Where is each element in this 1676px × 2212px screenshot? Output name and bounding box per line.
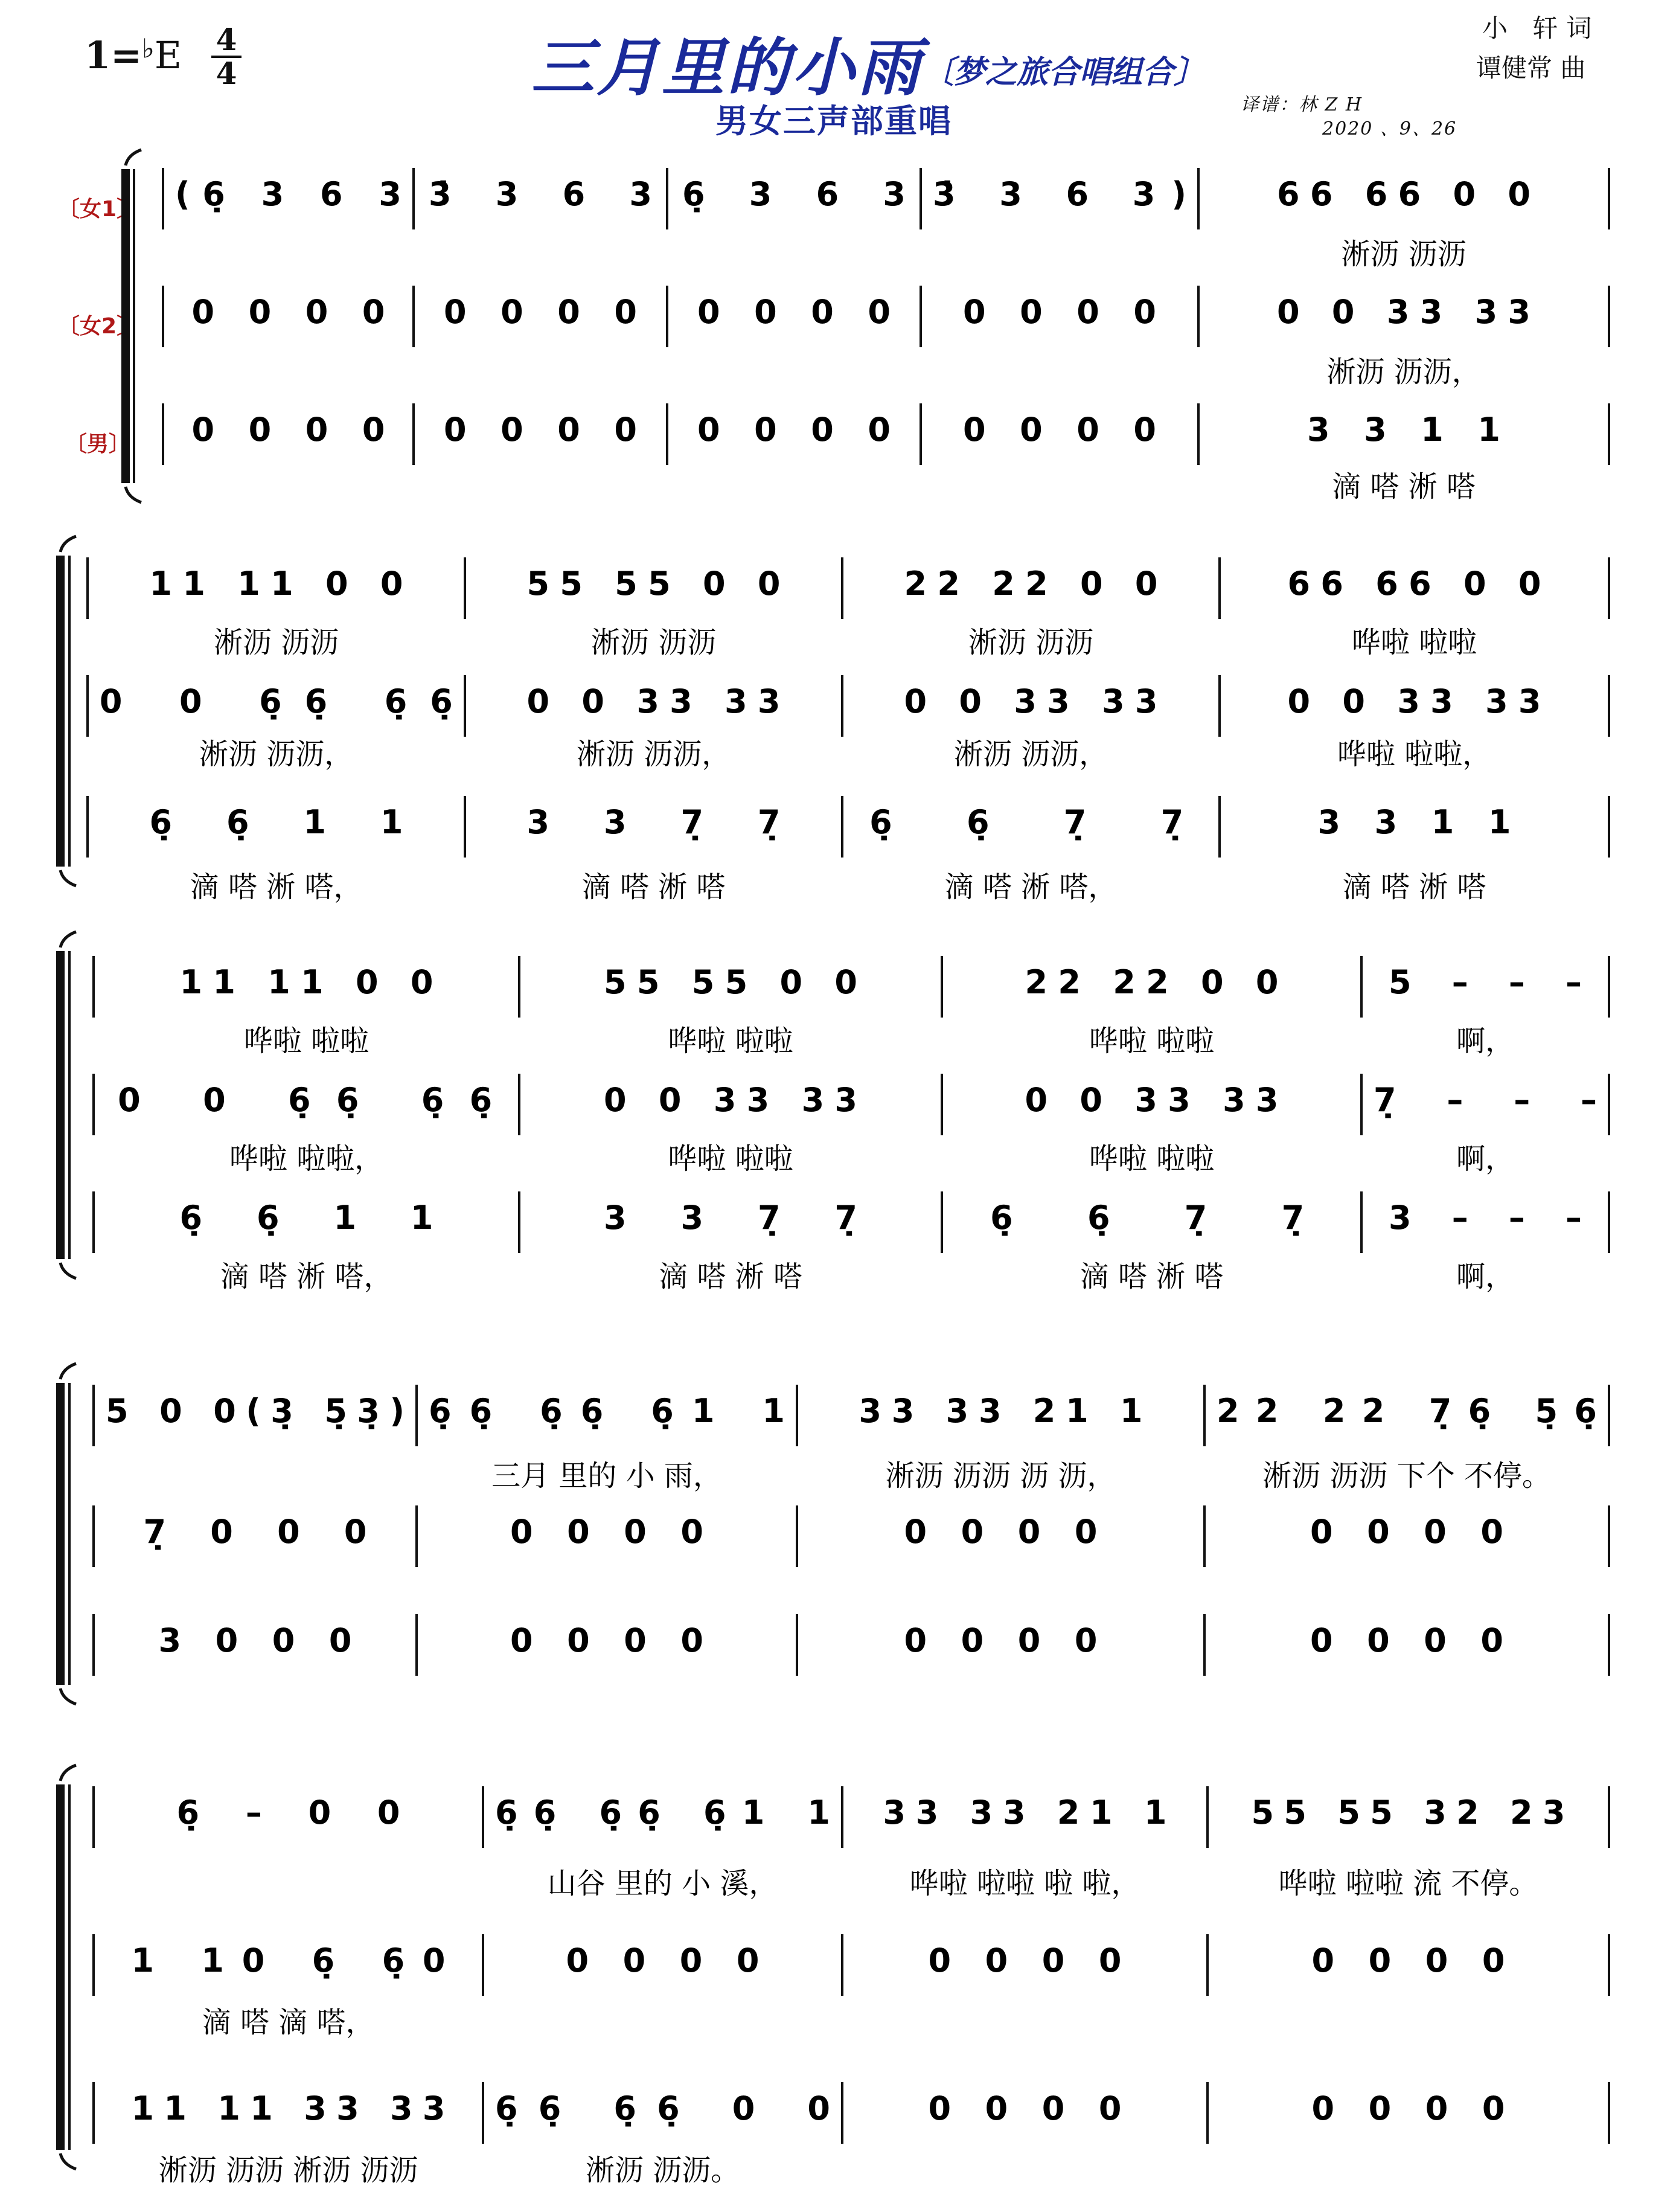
measure-notes: 5 0 0(3̣ 5̣3̣) — [106, 1392, 405, 1430]
lyric-text: 哗啦 啦啦 啦 啦， — [909, 1867, 1140, 1900]
lyric-text: 啊， — [1456, 1260, 1515, 1294]
measure-notes: 0 0 0 0 — [904, 1513, 1098, 1551]
measure-notes: 0 0 0 0 — [1310, 1621, 1503, 1659]
measure-notes: 0 0 0 0 — [1310, 1513, 1503, 1551]
measure-notes: 0 0 0 0 — [191, 411, 385, 449]
measure-notes: 3̇ 3 6 3 — [429, 175, 652, 213]
measure-notes: 6̣ 6̣ 7̣ 7̣ — [990, 1199, 1305, 1237]
bracket-bottom-curl — [60, 1263, 76, 1278]
lyric-text: 滴 嗒 淅 嗒， — [190, 870, 363, 904]
measure-notes: 66 66 0 0 — [1277, 175, 1530, 213]
measure-notes: 3 3 1 1 — [1307, 411, 1500, 449]
lyric-text: 三月 里的 小 雨， — [491, 1459, 722, 1493]
bracket-bottom-curl — [60, 870, 76, 886]
measure-notes: 0 0 0 0 — [1311, 2089, 1505, 2127]
measure-notes: 0 0 33 33 — [904, 682, 1158, 720]
measure-notes: 0 0 0 0 — [928, 1941, 1122, 1980]
measure-notes: 7̣ – – – — [1374, 1081, 1597, 1119]
measure-notes: 0 0 0 0 — [510, 1621, 703, 1659]
lyric-text: 滴 嗒 淅 嗒 — [1079, 1260, 1224, 1294]
song-subtitle: 男女三声部重唱 — [715, 102, 952, 140]
transcription-date: 2020 、9、26 — [1322, 118, 1457, 139]
lyric-text: 哗啦 啦啦， — [229, 1142, 384, 1176]
measure-notes: 0 0 0 0 — [566, 1941, 760, 1980]
measure-notes: 55 55 32 23 — [1251, 1794, 1566, 1832]
measure-notes: 3̇ 3 6 3) — [933, 175, 1186, 213]
measure-notes: 5 – – – — [1389, 963, 1582, 1001]
measure-notes: 0 0 33 33 — [526, 682, 781, 720]
measure-notes: 6̣ 3 6 3 — [682, 175, 906, 213]
measure-notes: 6̣ 6̣ 1 1 — [149, 803, 403, 841]
measure-notes: 0 0 0 0 — [697, 411, 891, 449]
lyric-text: 哗啦 啦啦 — [1351, 626, 1477, 659]
lyric-text: 淅沥 沥沥 — [590, 626, 717, 659]
measure-notes: 66 66 0 0 — [1287, 565, 1541, 603]
measure-notes: 11 11 0 0 — [179, 963, 433, 1001]
transcriber: 译谱：林 Z H — [1241, 94, 1363, 115]
lyric-text: 淅沥 沥沥 — [968, 626, 1094, 659]
measure-notes: 0 0 0 0 — [510, 1513, 703, 1551]
lyric-text: 哗啦 啦啦 — [1089, 1142, 1215, 1176]
lyric-text: 滴 嗒 淅 嗒， — [220, 1260, 393, 1294]
lyric-text: 淅沥 沥沥 — [1341, 237, 1466, 271]
measure-notes: 6̣ 6̣ 1 1 — [179, 1199, 433, 1237]
measure-notes: 0 0 0 0 — [963, 411, 1156, 449]
lyric-text: 淅沥 沥沥 沥 沥， — [885, 1459, 1116, 1493]
measure-notes: 22 22 7̣6̣ 5̣6̣ — [1217, 1392, 1597, 1430]
measure-notes: 0 0 33 33 — [1277, 293, 1530, 331]
bracket-bottom-curl — [126, 487, 141, 502]
measure-notes: 3 3 7̣ 7̣ — [604, 1199, 857, 1237]
song-title: 三月里的小雨〔梦之旅合唱组合〕 — [531, 31, 1206, 104]
time-signature-top: 4 — [216, 22, 237, 57]
lyric-text: 滴 嗒 滴 嗒， — [202, 2005, 375, 2039]
lyric-text: 滴 嗒 淅 嗒 — [659, 1260, 802, 1294]
part-label-female-1: 〔女1〕 — [58, 197, 139, 222]
lyric-text: 哗啦 啦啦 — [668, 1024, 793, 1058]
measure-notes: 3 0 0 0 — [158, 1621, 352, 1659]
lyric-text: 淅沥 沥沥， — [199, 737, 354, 771]
lyric-text: 哗啦 啦啦 流 不停。 — [1278, 1867, 1538, 1900]
lyric-text: 淅沥 沥沥。 — [585, 2153, 740, 2187]
time-signature-bottom: 4 — [216, 56, 237, 91]
lyric-text: 滴 嗒 淅 嗒 — [581, 870, 726, 904]
part-label-female-2: 〔女2〕 — [58, 314, 139, 339]
measure-notes: 0 0 6̣6̣ 6̣6̣ — [99, 682, 453, 720]
measure-notes: 3 3 1 1 — [1317, 803, 1511, 841]
measure-notes: 22 22 0 0 — [1025, 963, 1279, 1001]
part-label-male: 〔男〕 — [65, 432, 131, 457]
lyric-text: 淅沥 沥沥， — [576, 737, 731, 771]
measure-notes: 6̣6̣ 6̣6̣ 6̣1 1 — [495, 1794, 830, 1832]
lyric-text: 啊， — [1456, 1142, 1515, 1176]
lyric-text: 淅沥 沥沥， — [953, 737, 1108, 771]
measure-notes: 0 0 0 0 — [444, 411, 637, 449]
lyric-text: 哗啦 啦啦 — [668, 1142, 793, 1176]
lyric-text: 淅沥 沥沥， — [1326, 355, 1481, 389]
bracket-top-curl — [60, 932, 76, 947]
lyric-text: 哗啦 啦啦 — [243, 1024, 369, 1058]
title-performer: 〔梦之旅合唱组合〕 — [923, 54, 1206, 91]
lyric-text: 淅沥 沥沥 淅沥 沥沥 — [158, 2153, 418, 2187]
measure-notes: (6̣ 3 6 3 — [175, 175, 401, 213]
lyric-text: 滴 嗒 淅 嗒 — [1332, 470, 1476, 504]
lyric-text: 滴 嗒 淅 嗒， — [944, 870, 1118, 904]
lyric-text: 淅沥 沥沥 — [213, 626, 339, 659]
measure-notes: 11 11 33 33 — [131, 2089, 446, 2127]
measure-notes: 0 0 0 0 — [904, 1621, 1098, 1659]
measure-notes: 55 55 0 0 — [526, 565, 781, 603]
lyric-text: 哗啦 啦啦 — [1089, 1024, 1215, 1058]
measure-notes: 0 0 0 0 — [963, 293, 1156, 331]
measure-notes: 0 0 33 33 — [1287, 682, 1541, 720]
lyricist: 小 轩词 — [1482, 13, 1601, 43]
measure-notes: 6̣ 6̣ 7̣ 7̣ — [869, 803, 1184, 841]
measure-notes: 0 0 0 0 — [697, 293, 891, 331]
lyric-text: 哗啦 啦啦， — [1337, 737, 1492, 771]
measure-notes: 0 0 33 33 — [604, 1081, 857, 1119]
measure-notes: 33 33 21 1 — [859, 1392, 1143, 1430]
bracket-bottom-curl — [60, 2153, 76, 2169]
composer: 谭健常 曲 — [1476, 53, 1586, 83]
measure-notes: 55 55 0 0 — [604, 963, 857, 1001]
measure-notes: 0 0 0 0 — [928, 2089, 1122, 2127]
lyric-text: 山谷 里的 小 溪， — [547, 1867, 778, 1900]
measure-notes: 6̣ – 0 0 — [176, 1794, 400, 1832]
bracket-top-curl — [60, 536, 76, 552]
key-signature: 1=♭E — [85, 33, 182, 77]
measure-notes: 0 0 33 33 — [1025, 1081, 1279, 1119]
lyric-text: 啊， — [1456, 1024, 1515, 1058]
measure-notes: 33 33 21 1 — [883, 1794, 1167, 1832]
measure-notes: 6̣6̣ 6̣6̣ 6̣1 1 — [429, 1392, 785, 1430]
measure-notes: 3 – – – — [1389, 1199, 1582, 1237]
bracket-bottom-curl — [60, 1688, 76, 1704]
bracket-top-curl — [60, 1364, 76, 1379]
measure-notes: 0 0 0 0 — [444, 293, 637, 331]
lyric-text: 滴 嗒 淅 嗒 — [1342, 870, 1486, 904]
measure-notes: 7̣ 0 0 0 — [143, 1513, 367, 1551]
measure-notes: 3 3 7̣ 7̣ — [526, 803, 781, 841]
measure-notes: 6̣6̣ 6̣6̣ 0 0 — [495, 2089, 830, 2127]
bracket-top-curl — [60, 1765, 76, 1781]
bracket-top-curl — [126, 150, 141, 165]
measure-notes: 0 0 0 0 — [1311, 1941, 1505, 1980]
measure-notes: 11 11 0 0 — [149, 565, 403, 603]
measure-notes: 0 0 6̣6̣ 6̣6̣ — [118, 1081, 493, 1119]
lyric-text: 淅沥 沥沥 下个 不停。 — [1262, 1459, 1551, 1493]
measure-notes: 22 22 0 0 — [904, 565, 1158, 603]
measure-notes: 1 10 6̣ 6̣0 — [131, 1941, 446, 1980]
measure-notes: 0 0 0 0 — [191, 293, 385, 331]
